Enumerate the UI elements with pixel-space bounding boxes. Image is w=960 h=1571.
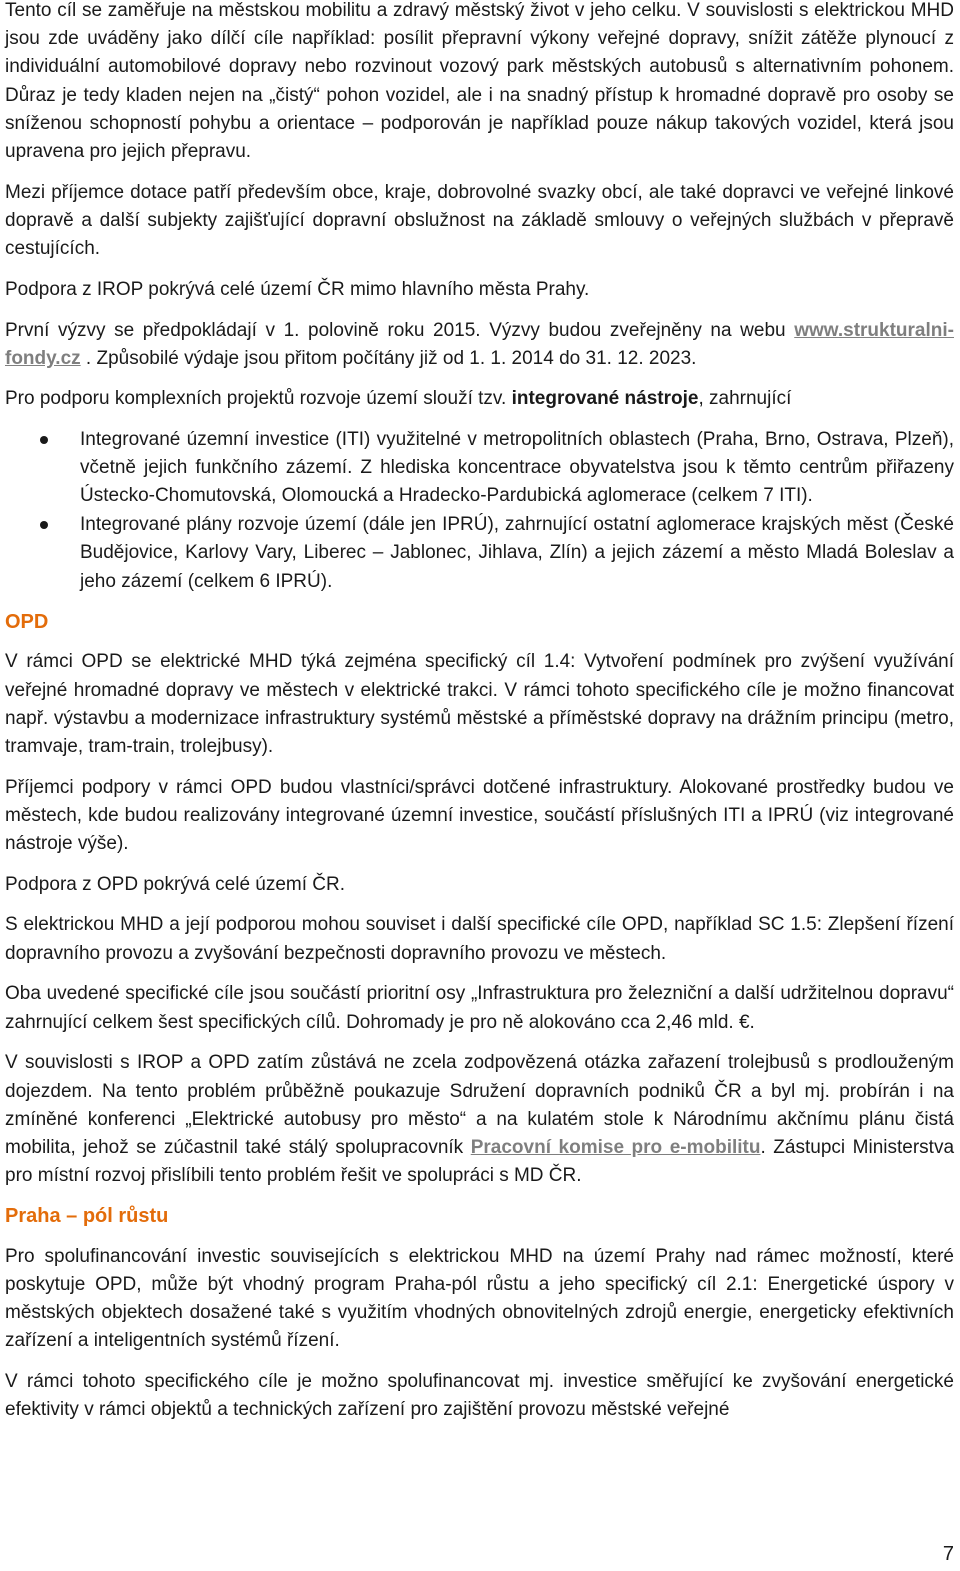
integrated-tools-text: Pro podporu komplexních projektů rozvoje území slouží tzv. bbox=[5, 388, 512, 410]
paragraph-opd-recipients: Příjemci podpory v rámci OPD budou vlastníci/správci dotčené infrastruktury. Alokované prostředky budou ve městech, kde budou realizovány integrované územní investice, součástí příslušných ITI a IPRÚ (viz integrované nástroje výše). bbox=[5, 776, 954, 855]
list-item bbox=[5, 511, 954, 596]
paragraph-calls bbox=[5, 317, 954, 373]
document-page bbox=[5, 0, 954, 1425]
calls-text: První výzvy se předpokládají v 1. polovině roku 2015. Výzvy budou zveřejněny na webu bbox=[5, 319, 795, 341]
page-number: 7 bbox=[942, 1543, 954, 1565]
paragraph-irop-coverage: Podpora z IROP pokrývá celé území ČR mimo hlavního města Prahy. bbox=[5, 278, 590, 300]
list-item-text: Integrované územní investice (ITI) využitelné v metropolitních oblastech (Praha, Brno, Ostrava, Plzeň), včetně jejich funkčního zázemí. Z hlediska koncentrace obyvatelstva jsou k těmto centrům přiřazeny Ústecko-Chomutovská, Olomoucká a Hradecko-Pardubická aglomerace (celkem 7 ITI). bbox=[80, 428, 954, 507]
integrated-tools-bold: integrované nástroje bbox=[511, 388, 699, 410]
paragraph-opd-other-goals: S elektrickou MHD a její podporou mohou souviset i další specifické cíle OPD, například SC 1.5: Zlepšení řízení dopravního provozu a zvyšování bezpečnosti dopravního provozu ve městech. bbox=[5, 914, 954, 964]
list-item-text: Integrované plány rozvoje území (dále jen IPRÚ), zahrnující ostatní aglomerace krajských měst (České Budějovice, Karlovy Vary, Liberec – Jablonec, Jihlava, Zlín) a jejich zázemí a město Mladá Boleslav a jeho zázemí (celkem 6 IPRÚ). bbox=[80, 514, 954, 592]
heading-praha-pol-rustu: Praha – pól růstu bbox=[5, 1205, 169, 1228]
trolleybus-text: V souvislosti s IROP a OPD zatím zůstává ne zcela zodpovězená otázka zařazení trolejbusů s prodlouženým dojezdem. Na tento problém průběžně poukazuje Sdružení dopravních podniků ČR a byl mj. probírán i na zmíněné konferenci „Elektrické autobusy pro město“ a na kulatém stole k Národnímu akčnímu plánu čistá mobilita, jehož se zúčastnil také stálý spolupracovník bbox=[5, 1052, 954, 1158]
trolleybus-text-end: . Zástupci Ministerstva pro místní rozvoj přislíbili tento problém řešit ve spolupráci s MD ČR. bbox=[5, 1136, 955, 1187]
strukturalni-fondy-link[interactable]: www.strukturalni-fondy.cz bbox=[5, 319, 954, 369]
paragraph-priority-axis: Oba uvedené specifické cíle jsou součástí prioritní osy „Infrastruktura pro železniční a další udržitelnou dopravu“ zahrnující celkem šest specifických cílů. Dohromady je pro ně alokováno cca 2,46 mld. €. bbox=[5, 983, 954, 1033]
heading-opd: OPD bbox=[5, 610, 49, 633]
paragraph-praha-goal: V rámci tohoto specifického cíle je možno spolufinancovat mj. investice směřující ke zvyšování energetické efektivity v rámci objektů a technických zařízení pro zajištění provozu městské veřejné bbox=[5, 1371, 954, 1421]
paragraph-opd-goal: V rámci OPD se elektrické MHD týká zejména specifický cíl 1.4: Vytvoření podmínek pro zvýšení využívání veřejné hromadné dopravy ve městech v elektrické trakci. V rámci tohoto specifického cíle je možno financovat např. výstavbu a modernizace infrastruktury systémů městské a příměstské dopravy na drážním principu (metro, tramvaje, tram-train, trolejbusy). bbox=[5, 651, 954, 757]
integrated-tools-list bbox=[5, 426, 954, 596]
calls-text-end: . Způsobilé výdaje jsou přitom počítány již od 1. 1. 2014 do 31. 12. 2023. bbox=[80, 347, 697, 369]
paragraph-recipients: Mezi příjemce dotace patří především obce, kraje, dobrovolné svazky obcí, ale také dopravci ve veřejné linkové dopravě a další subjekty zajišťující dopravní obslužnost na základě smlouvy o veřejných službách v přepravě cestujících. bbox=[5, 181, 954, 260]
list-item bbox=[5, 426, 954, 511]
paragraph-trolleybus-question bbox=[5, 1049, 954, 1190]
paragraph-opd-coverage: Podpora z OPD pokrývá celé území ČR. bbox=[5, 873, 346, 895]
e-mobility-commission-link[interactable]: Pracovní komise pro e-mobilitu bbox=[470, 1136, 761, 1158]
bullet-icon bbox=[40, 521, 48, 529]
paragraph-integrated-tools bbox=[5, 385, 954, 413]
bullet-icon bbox=[40, 436, 48, 444]
integrated-tools-text-end: , zahrnující bbox=[698, 388, 792, 410]
paragraph-mobility-goal: Tento cíl se zaměřuje na městskou mobilitu a zdravý městský život v jeho celku. V souvislosti s elektrickou MHD jsou zde uváděny jako dílčí cíle například: posílit přepravní výkony veřejné dopravy, snížit zátěže plynoucí z individuální automobilové dopravy nebo rozvinout vozový park městských autobusů s alternativním pohonem. Důraz je tedy kladen nejen na „čistý“ pohon vozidel, ale i na snadný přístup k hromadné dopravě pro osoby se sníženou schopností pohybu a orientace – podporován je například pouze nákup takových vozidel, která jsou upravena pro jejich přepravu. bbox=[5, 0, 954, 163]
paragraph-praha-cofinancing: Pro spolufinancování investic souvisejících s elektrickou MHD na území Prahy nad rámec možností, které poskytuje OPD, může být vhodný program Praha-pól růstu a jeho specifický cíl 2.1: Energetické úspory v městských objektech dosažené také s využitím vhodných obnovitelných zdrojů energie, energeticky efektivních zařízení a inteligentních systémů řízení. bbox=[5, 1245, 954, 1352]
